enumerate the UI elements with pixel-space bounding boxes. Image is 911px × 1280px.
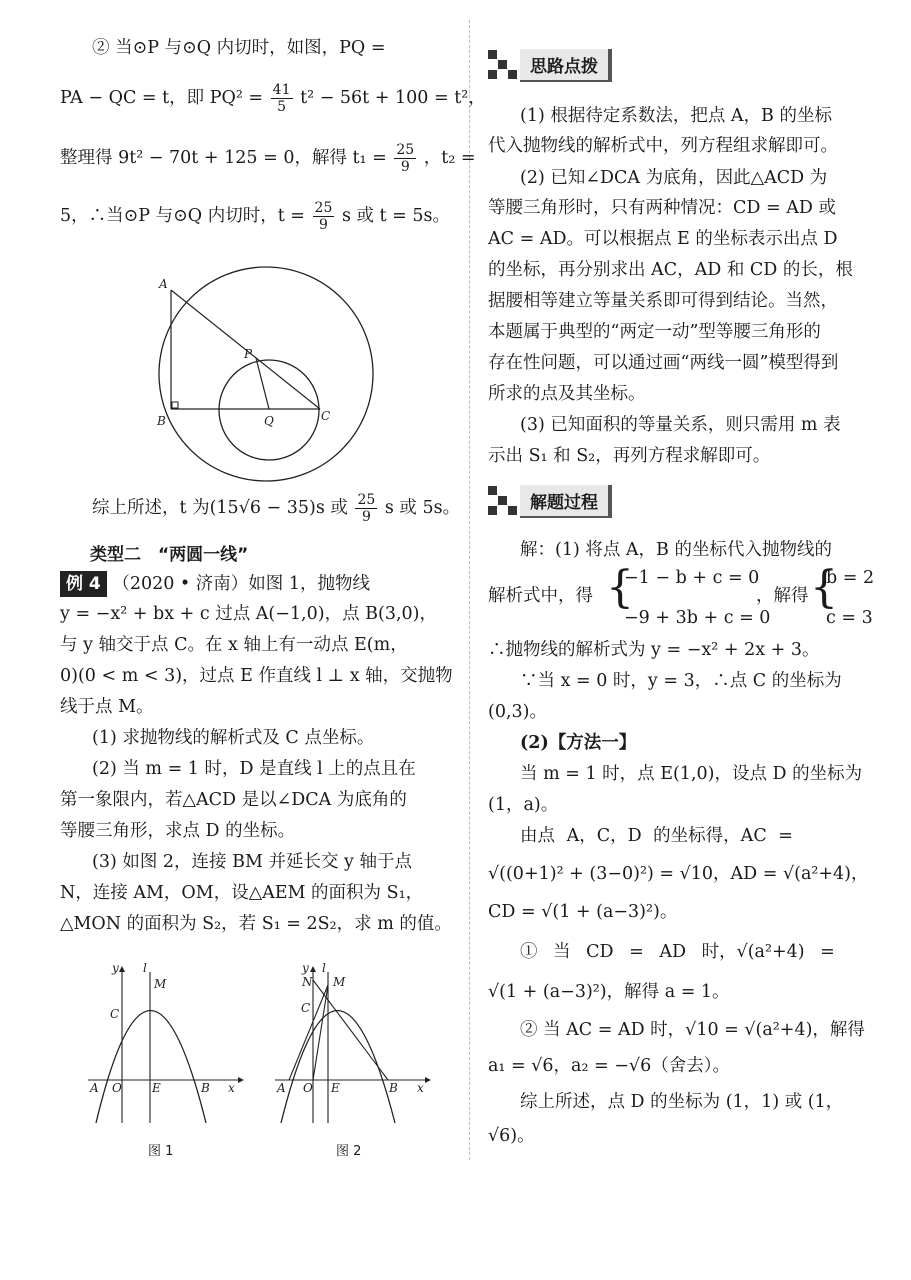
question-2: (2) 当 m = 1 时，D 是直线 l 上的点且在 bbox=[92, 759, 416, 779]
text-line bbox=[60, 142, 476, 175]
text-line: 所求的点及其坐标。 bbox=[488, 384, 646, 404]
text-line: 本题属于典型的“两定一动”型等腰三角形的 bbox=[488, 322, 821, 342]
label-b: B bbox=[157, 414, 166, 428]
numerator: 25 bbox=[396, 142, 415, 158]
checker-icon bbox=[488, 486, 518, 516]
label-c: C bbox=[301, 1001, 311, 1015]
text-line: AC = AD。可以根据点 E 的坐标表示出点 D bbox=[488, 229, 838, 249]
text-line: √((0+1)² + (3−0)²) = √10，AD = √(a²+4)， bbox=[488, 864, 869, 884]
label-x: x bbox=[417, 1081, 424, 1095]
label-b: B bbox=[389, 1081, 398, 1095]
x-arrow bbox=[238, 1077, 244, 1083]
label-l: l bbox=[322, 961, 326, 975]
text-line: 解：(1) 将点 A，B 的坐标代入抛物线的 bbox=[520, 540, 832, 560]
numerator: 41 bbox=[272, 82, 291, 98]
y-arrow bbox=[119, 966, 125, 972]
result-2: c = 3 bbox=[826, 608, 873, 628]
text-line: 等腰三角形，求点 D 的坐标。 bbox=[60, 821, 296, 841]
label-y: y bbox=[302, 961, 309, 975]
denominator: 9 bbox=[361, 509, 371, 525]
text-span: PA − QC = t，即 PQ² = bbox=[60, 88, 264, 108]
badge-label: 思路点拨 bbox=[520, 49, 612, 82]
denominator: 5 bbox=[277, 99, 287, 115]
method-heading: (2)【方法一】 bbox=[520, 733, 637, 753]
text-line: ① 当 CD = AD 时，√(a²+4) = bbox=[520, 942, 835, 962]
circles-figure bbox=[148, 262, 428, 488]
text-line bbox=[60, 571, 370, 597]
text-span: （2020 • 济南）如图 1，抛物线 bbox=[112, 574, 371, 594]
text-line bbox=[60, 200, 450, 233]
segment-am bbox=[289, 985, 328, 1080]
label-e: E bbox=[152, 1081, 161, 1095]
segment-om bbox=[313, 985, 328, 1080]
text-line: 线于点 M。 bbox=[60, 697, 154, 717]
numerator: 25 bbox=[314, 200, 333, 216]
label-a: A bbox=[277, 1081, 286, 1095]
text-line: (1) 根据待定系数法，把点 A，B 的坐标 bbox=[520, 106, 832, 126]
question-1: (1) 求抛物线的解析式及 C 点坐标。 bbox=[92, 728, 375, 748]
fraction bbox=[355, 492, 377, 525]
text-line: △MON 的面积为 S₂，若 S₁ = 2S₂，求 m 的值。 bbox=[60, 914, 452, 934]
text-line: √6)。 bbox=[488, 1126, 535, 1146]
equation-2: −9 + 3b + c = 0 bbox=[624, 608, 771, 628]
label-n: N bbox=[302, 975, 313, 989]
text-line: (3) 已知面积的等量关系，则只需用 m 表 bbox=[520, 415, 841, 435]
parabola bbox=[96, 1011, 206, 1124]
label-c: C bbox=[110, 1007, 120, 1021]
label-o: O bbox=[303, 1081, 313, 1095]
section-heading: 类型二 “两圆一线” bbox=[90, 545, 249, 565]
equation-1: −1 − b + c = 0 bbox=[624, 568, 760, 588]
right-angle-mark bbox=[172, 402, 178, 408]
text-span: s 或 5s。 bbox=[384, 498, 461, 518]
text-line: ② 当 AC = AD 时，√10 = √(a²+4)，解得 bbox=[520, 1020, 865, 1040]
text-line: CD = √(1 + (a−3)²)。 bbox=[488, 902, 678, 922]
label-y: y bbox=[112, 961, 119, 975]
question-3: (3) 如图 2，连接 BM 并延长交 y 轴于点 bbox=[92, 852, 412, 872]
label-b: B bbox=[201, 1081, 210, 1095]
fraction bbox=[313, 200, 335, 233]
parabola-figure-1 bbox=[88, 958, 248, 1128]
text-line: (2) 已知∠DCA 为底角，因此△ACD 为 bbox=[520, 168, 828, 188]
denominator: 9 bbox=[400, 159, 410, 175]
label-p: P bbox=[244, 347, 253, 361]
result-1: b = 2 bbox=[826, 568, 875, 588]
numerator: 25 bbox=[357, 492, 376, 508]
text-line: ∵当 x = 0 时，y = 3，∴点 C 的坐标为 bbox=[520, 671, 842, 691]
section-badge-solution bbox=[488, 486, 612, 516]
text-span: 5，∴当⊙P 与⊙Q 内切时，t = bbox=[60, 206, 305, 226]
text-line: 存在性问题，可以通过画“两线一圆”模型得到 bbox=[488, 353, 839, 373]
label-a: A bbox=[159, 277, 168, 291]
column-divider bbox=[469, 20, 470, 1160]
text-line: ② 当⊙P 与⊙Q 内切时，如图，PQ = bbox=[92, 38, 386, 58]
text-line bbox=[60, 82, 486, 115]
brace: { bbox=[606, 562, 634, 613]
text-line bbox=[92, 492, 460, 525]
text-span: 综上所述，t 为(15√6 − 35)s 或 bbox=[92, 498, 348, 518]
label-l: l bbox=[143, 961, 147, 975]
text-span: ，解得 bbox=[756, 586, 809, 606]
text-line: 据腰相等建立等量关系即可得到结论。当然， bbox=[488, 291, 838, 311]
text-line: N，连接 AM，OM，设△AEM 的面积为 S₁， bbox=[60, 883, 424, 903]
text-line: √(1 + (a−3)²)，解得 a = 1。 bbox=[488, 982, 730, 1002]
denominator: 9 bbox=[319, 217, 328, 233]
text-line: 解析式中，得 bbox=[488, 586, 593, 606]
text-line: 由点 A，C，D 的坐标得，AC = bbox=[520, 826, 793, 846]
text-span: t² − 56t + 100 = t²， bbox=[300, 88, 486, 108]
text-line: (1，a)。 bbox=[488, 795, 559, 815]
small-circle-q bbox=[219, 360, 319, 460]
text-span: s 或 t = 5s。 bbox=[341, 206, 450, 226]
text-line: 0)(0 < m < 3)，过点 E 作直线 l ⊥ x 轴，交抛物 bbox=[60, 666, 453, 686]
text-line: 综上所述，点 D 的坐标为 (1，1) 或 (1， bbox=[520, 1092, 844, 1112]
fraction bbox=[394, 142, 416, 175]
x-arrow bbox=[425, 1077, 431, 1083]
text-line: 的坐标，再分别求出 AC，AD 和 CD 的长，根 bbox=[488, 260, 853, 280]
brace: { bbox=[810, 562, 838, 613]
label-e: E bbox=[331, 1081, 340, 1095]
label-m: M bbox=[333, 975, 346, 989]
label-m: M bbox=[154, 977, 167, 991]
text-line: 第一象限内，若△ACD 是以∠DCA 为底角的 bbox=[60, 790, 407, 810]
label-x: x bbox=[228, 1081, 235, 1095]
label-a: A bbox=[90, 1081, 99, 1095]
text-line: a₁ = √6，a₂ = −√6（舍去）。 bbox=[488, 1056, 730, 1076]
text-line: 与 y 轴交于点 C。在 x 轴上有一动点 E(m， bbox=[60, 635, 408, 655]
section-badge-thinking bbox=[488, 50, 612, 80]
text-line: (0,3)。 bbox=[488, 702, 547, 722]
segment-nb bbox=[313, 980, 388, 1080]
badge-label: 解题过程 bbox=[520, 485, 612, 518]
label-o: O bbox=[112, 1081, 122, 1095]
text-line: ∴抛物线的解析式为 y = −x² + 2x + 3。 bbox=[488, 640, 820, 660]
fraction bbox=[271, 82, 293, 115]
text-line: y = −x² + bx + c 过点 A(−1,0)，点 B(3,0)， bbox=[60, 604, 437, 624]
figure-2-caption: 图 2 bbox=[336, 1144, 362, 1159]
text-span: ，t₂ = bbox=[423, 148, 476, 168]
text-line: 示出 S₁ 和 S₂，再列方程求解即可。 bbox=[488, 446, 771, 466]
parabola-figure-2 bbox=[275, 958, 440, 1128]
text-span: 整理得 9t² − 70t + 125 = 0，解得 t₁ = bbox=[60, 148, 387, 168]
text-line: 当 m = 1 时，点 E(1,0)，设点 D 的坐标为 bbox=[520, 764, 863, 784]
checker-icon bbox=[488, 50, 518, 80]
y-arrow bbox=[310, 966, 316, 972]
text-line: 等腰三角形时，只有两种情况：CD = AD 或 bbox=[488, 198, 836, 218]
segment-pq bbox=[256, 358, 269, 409]
example-badge: 例 4 bbox=[60, 571, 107, 597]
text-line: 代入抛物线的解析式中，列方程组求解即可。 bbox=[488, 136, 838, 156]
big-circle-p bbox=[159, 267, 373, 481]
label-c: C bbox=[321, 409, 331, 423]
figure-1-caption: 图 1 bbox=[148, 1144, 174, 1159]
label-q: Q bbox=[264, 414, 274, 428]
